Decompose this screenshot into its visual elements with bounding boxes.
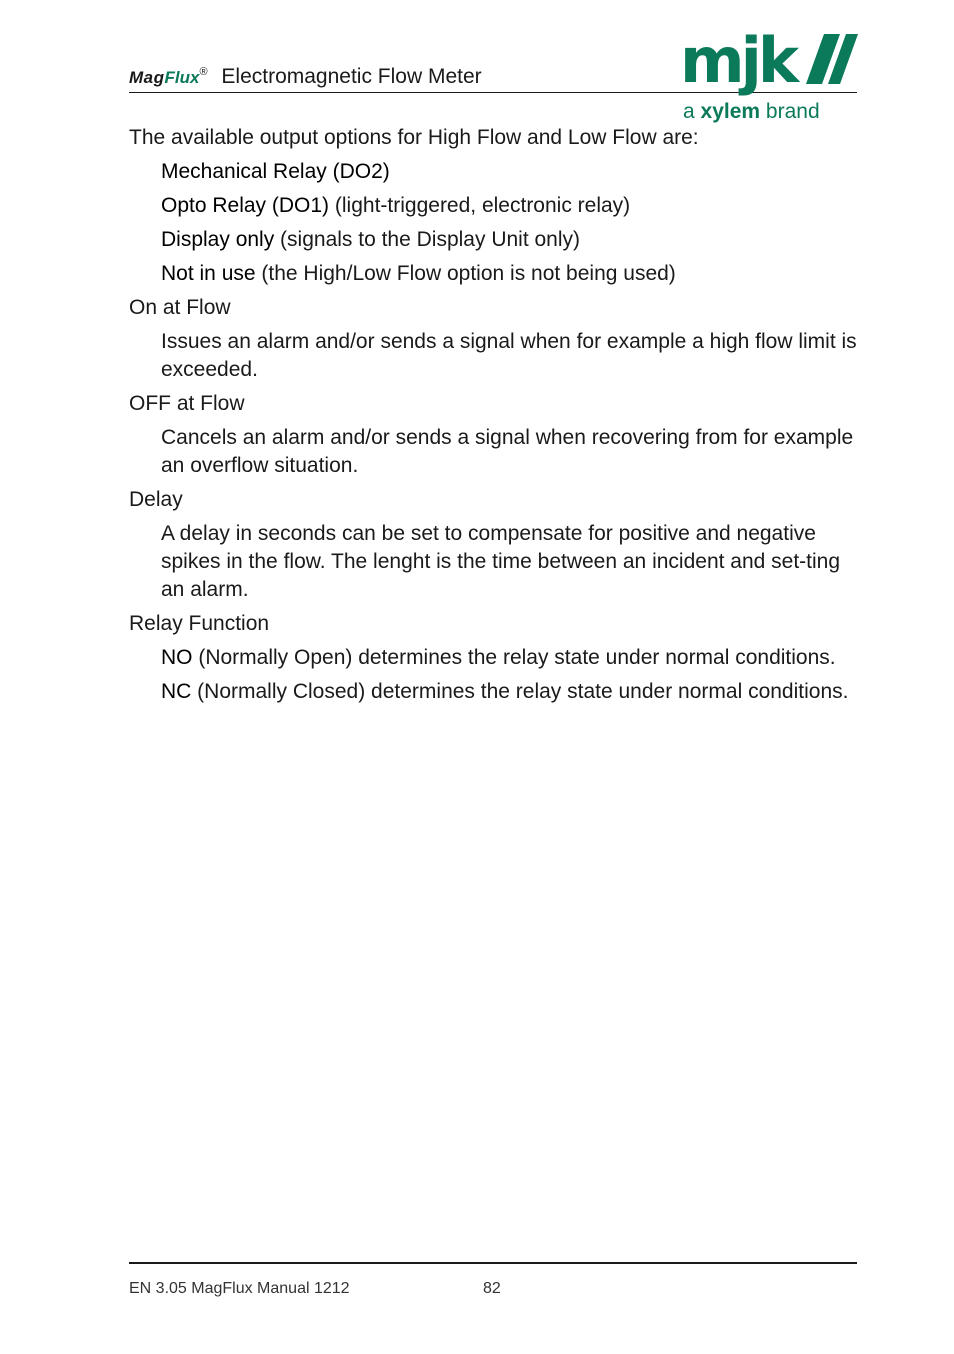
tagline-a: a: [683, 100, 695, 123]
relay-no: NO (Normally Open) determines the relay state under normal conditions.: [161, 646, 836, 669]
tagline-brand: brand: [765, 100, 820, 123]
intro-text: The available output options for High Flow and Low Flow are:: [129, 126, 699, 149]
footer-doc-id: EN 3.05 MagFlux Manual 1212: [129, 1280, 350, 1297]
section-heading: On at Flow: [129, 296, 231, 319]
main-content: [129, 124, 857, 712]
logo-text: mjk: [680, 32, 796, 97]
header-title: Electromagnetic Flow Meter: [221, 65, 482, 88]
option-item: Not in use (the High/Low Flow option is not being used): [161, 262, 676, 285]
page-number: 82: [483, 1280, 501, 1297]
section-body: A delay in seconds can be set to compensate for positive and negative spikes in the flow. The lenght is the time between an incident and set-ting an alarm.: [161, 522, 841, 601]
section-heading: OFF at Flow: [129, 392, 245, 415]
tagline-xylem: xylem: [700, 100, 761, 123]
brand-mag: Mag: [129, 68, 165, 87]
section-body: Cancels an alarm and/or sends a signal when recovering from for example an overflow situation.: [161, 426, 854, 477]
brand-flux: Flux: [164, 68, 200, 87]
option-item: Mechanical Relay (DO2): [161, 160, 390, 183]
footer-rule: [129, 1262, 857, 1264]
section-body: Issues an alarm and/or sends a signal when for example a high flow limit is exceeded.: [161, 330, 857, 381]
section-heading: Relay Function: [129, 612, 270, 635]
option-item: Opto Relay (DO1) (light-triggered, electronic relay): [161, 194, 631, 217]
brand-registered: ®: [199, 66, 208, 78]
xylem-tagline: [683, 100, 820, 124]
option-item: Display only (signals to the Display Unit only): [161, 228, 581, 251]
section-heading: Delay: [129, 488, 183, 511]
product-title: [129, 65, 482, 89]
relay-nc: NC (Normally Closed) determines the relay state under normal conditions.: [161, 680, 849, 703]
